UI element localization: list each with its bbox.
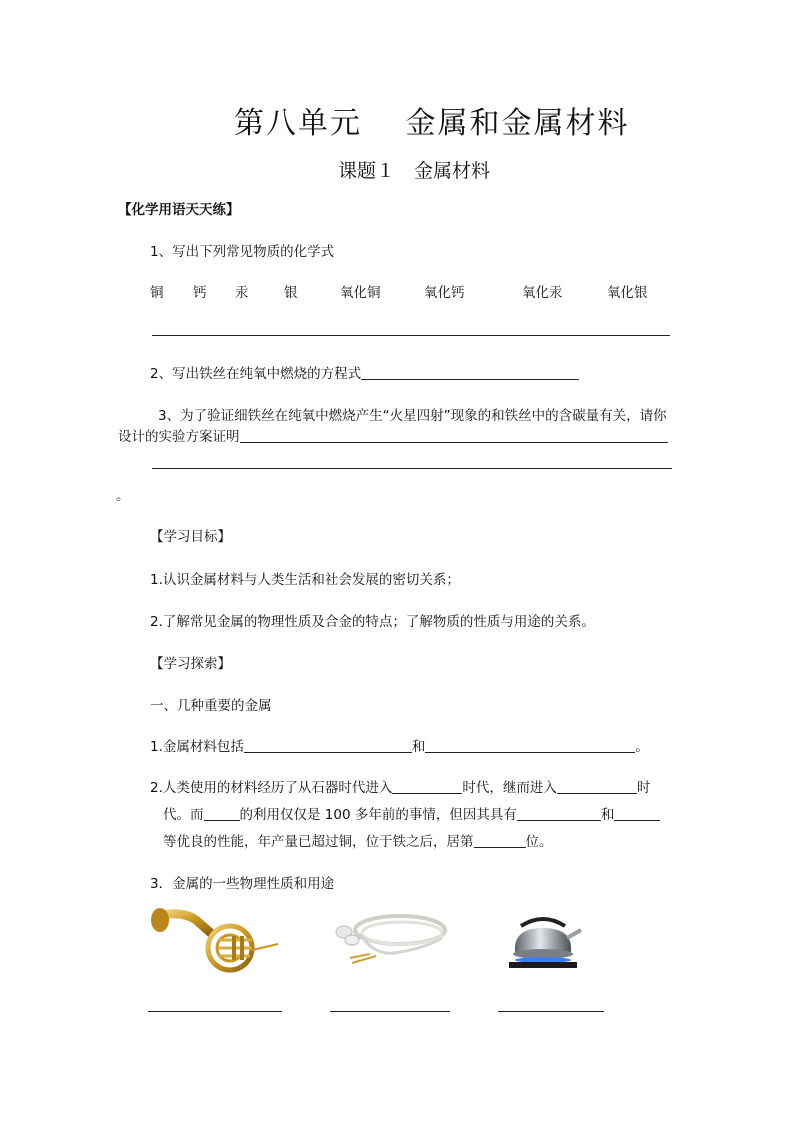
e1-text-a: 1.金属材料包括 <box>150 739 244 755</box>
kettle-on-stove-image <box>503 908 583 970</box>
goal-2: 2.了解常见金属的物理性质及合金的特点；了解物质的性质与用途的关系。 <box>150 614 595 630</box>
goal-1: 1.认识金属材料与人类生活和社会发展的密切关系； <box>150 572 460 588</box>
section-goals-heading: 【学习目标】 <box>150 529 231 545</box>
picture-3-answer-line[interactable] <box>498 1011 604 1012</box>
e2-text-f: 和 <box>600 807 615 823</box>
heading-important-metals: 一、几种重要的金属 <box>150 698 272 714</box>
question-2-text: 2、写出铁丝在纯氧中燃烧的方程式 <box>150 366 362 382</box>
e2-blank-1[interactable] <box>392 779 462 794</box>
section-practice-heading: 【化学用语天天练】 <box>118 202 240 218</box>
explore-item-2-line2 <box>163 803 660 823</box>
picture-1-answer-line[interactable] <box>148 1011 282 1012</box>
question-3-line2-text: 设计的实验方案证明 <box>118 429 240 445</box>
page-subtitle: 课题１ 金属材料 <box>338 160 491 182</box>
q3-answer-line-2[interactable] <box>152 468 672 469</box>
e2-blank-3[interactable] <box>204 806 240 821</box>
e2-text-h: 位。 <box>525 834 553 850</box>
french-horn-image <box>152 910 282 974</box>
q1-item-copper: 铜 <box>150 285 164 301</box>
e2-text-c: 时 <box>636 780 651 796</box>
q1-item-calcium: 钙 <box>193 285 207 301</box>
e2-text-a: 2.人类使用的材料经历了从石器时代进入 <box>150 780 393 796</box>
q3-period: 。 <box>116 488 130 504</box>
explore-item-1 <box>150 735 649 755</box>
e1-text-c: 。 <box>635 739 649 755</box>
e1-blank-2[interactable] <box>425 738 635 753</box>
question-1: 1、写出下列常见物质的化学式 <box>150 244 335 260</box>
q2-answer-blank[interactable] <box>361 365 579 380</box>
q1-item-silver-oxide: 氧化银 <box>607 285 648 301</box>
e2-blank-6[interactable] <box>474 833 526 848</box>
q1-item-copper-oxide: 氧化铜 <box>340 285 381 301</box>
e2-text-d: 代。而 <box>163 807 204 823</box>
e1-text-b: 和 <box>411 739 426 755</box>
explore-item-2-line3 <box>163 830 553 850</box>
e1-blank-1[interactable] <box>244 738 412 753</box>
question-3-line1: 3、为了验证细铁丝在纯氧中燃烧产生“火星四射”现象的和铁丝中的含碳量有关，请你 <box>158 408 667 424</box>
q1-item-silver: 银 <box>284 285 298 301</box>
e2-text-g: 等优良的性能，年产量已超过铜，位于铁之后，居第 <box>163 834 474 850</box>
page-title: 第八单元 金属和金属材料 <box>234 106 630 141</box>
e2-blank-4[interactable] <box>517 806 601 821</box>
picture-2-answer-line[interactable] <box>330 1011 450 1012</box>
question-3-line2 <box>118 425 668 445</box>
e2-blank-2[interactable] <box>557 779 637 794</box>
q3-answer-blank-1[interactable] <box>240 428 668 443</box>
electric-wire-image <box>330 908 450 968</box>
q1-item-mercury: 汞 <box>235 285 249 301</box>
q1-item-calcium-oxide: 氧化钙 <box>424 285 465 301</box>
explore-item-2-line1 <box>150 776 650 796</box>
e2-blank-5[interactable] <box>614 806 660 821</box>
section-explore-heading: 【学习探索】 <box>150 656 231 672</box>
e2-text-e: 的利用仅仅是 100 多年前的事情，但因其具有 <box>239 807 517 823</box>
explore-item-3: 3．金属的一些物理性质和用途 <box>150 876 335 892</box>
question-2 <box>150 362 579 382</box>
q1-answer-line[interactable] <box>152 335 670 336</box>
q1-item-mercury-oxide: 氧化汞 <box>522 285 563 301</box>
e2-text-b: 时代，继而进入 <box>462 780 557 796</box>
